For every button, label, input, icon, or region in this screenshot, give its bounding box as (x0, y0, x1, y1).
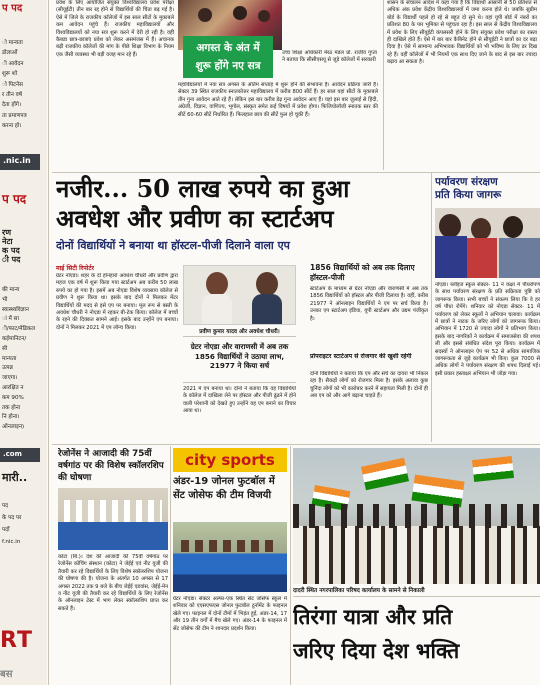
top-right-column: शासन के संचालन आदेश में कहा गया है कि विद्यार्थी आसानी से 50 प्रतिशत से अधिक अंक प्रवेश केंद्रीय विश्वविद्यालयों में जमा करना होते थे। जबकि सुप्रीम बोर्ड के विद्यार्थी पहले हो रहे से बहुत दो सुने थे। वहां यूपी बोर्ड में नंबरों का प्रतिशत 80 के पार भूमिका से पहुंचता रहा है। इस साल से केंद्रीय विश्वविद्यालय में प्रवेश के लिए सीयूईटी कंपलसरी होने के लिए संयुक्त प्रवेश परीक्षा का रास्ता ही दाखिले होते हैं। ऐसे में बार बार कैबिनेट होने से सीयूईटी ने छात्रों का दर बढ़ा दिया है। ऐसे में सामान्य अभिभावक विद्यार्थियों को भी भविष्य के लिए डर दिख रहे हैं। वहीं कॉलेजों में भी नियमों एक साथ दिए जाने के बाद से इस बार ज्यादा बढ़ाव आ सकता है। (387, 0, 537, 66)
football-team-photo (173, 522, 287, 592)
founders-photo (183, 265, 296, 325)
left-strip (0, 0, 47, 685)
left-strip-head: प पद (2, 3, 23, 14)
story-column-1: ग्रेटर नोएडा। शहर के दो होनहारों अवधेश चौधरी और प्रवीण द्वारा महज एक वर्ष में शुरू किया गया स्टार्टअप अब करीब 50 लाख रुपये का हो गया है। इसमें अब नोएडा विशेष व्यवसाय कॉलेज से प्रवीण ने शुरू किया था। इसके बाद दोनों ने मिलकर मेंटर विद्यार्थियों की मदद से इसे एप पर बनाया। मूल रूप से बस्ती के अवधेश चौधरी ने नोएडा में रहकर बी-टेक किया। कॉलेज में बच्चों के रहने की दिक्कत सामने आई। इसके बाद उन्होंने एप बनाया। दोनों ने मिलकर 2021 में एप लॉन्च किया। (56, 273, 178, 331)
left-strip-lines-3: पद के पद पर पदों f.nic.in (2, 503, 22, 545)
left-strip-lines-2: की मान्य भी स्वास्थ्यविज्ञान ां में सा ी/फाट/मेडिकल कईमानिटन/ सी मान्यता उत्पन्न जाएगा। आरक्षित न कम 90% तक होना नि होना। ऑनलाइन) (2, 287, 35, 431)
founders-caption: प्रवीण कुमार यादव और अवधेश चौधरी। (199, 329, 280, 335)
top-mid-text: महाविद्यालयों में नया सत्र अगस्त के अंतिम सप्ताह में शुरू होने की संभावना है। आवेदन प्रक्रिया जारी है। सेक्टर 39 स्थित राजकीय स्नातकोत्तर महाविद्यालय में करीब 800 सीटें हैं। हर साल यहां सीटों के मुकाबले तीन गुना आवेदन आते रहे हैं। लेकिन इस बार करीब डेढ़ गुना आवेदन आए हैं। यहां इस बार जुलाई से हिंदी, अंग्रेजी, विज्ञान, वाणिज्य, भूगोल, संस्कृत समेत कई विषयों में प्रवेश होगा। फिजियोलॉजी स्नातक स्तर की सीटें 60-60 सीटें निर्धारित हैं। फिलहाल छात्र की सीटें फुल हो चुकी हैं। (178, 82, 378, 118)
left-strip-mid-sub: रण नेटा क पद ी पद (2, 228, 21, 264)
bottom-headline: तिरंगा यात्रा और प्रति जरिए दिया देश भक्ति (293, 604, 460, 663)
top-left-column: प्रवेश के लिए आयोजित संयुक्त विश्वविद्यालय प्रवेश परीक्षा (सीयूईटी) तीन बार रद्द होने से विद्यार्थियों की चिंता बढ़ गई है। ऐसे में जिले के राजकीय कॉलेजों में इस साल सीटों के मुकाबले कम आवेदन पहुंचे हैं। राजकीय महाविद्यालयों और विश्वविद्यालयों को नया सत्र शुरू करने में देरी हो रही है। वहीं कैबडा छात्र-छात्राएं प्रवेश को लेकर असमंजस में हैं। अचानक बढ़ी राजकीय कॉलेजों की मांग के पीछे शिक्षा विभाग के नियम एक जैसी व्यवस्था भी बड़ी वजह मान रहे हैं। (56, 0, 174, 58)
right-column-headline: पर्यावरण संरक्षण प्रति किया जागरू (435, 176, 502, 201)
left-web-badge-1: .nic.in (0, 154, 40, 170)
sports-text: ग्रेटर नोएडा। सेक्टर अल्फा-एक स्थित सेंट जोसेफ स्कूल में शनिवार को एएसएफएस जोनल फुटबॉल टूर्नामेंट के फाइनल खेले गए। फाइनल में दोनों टीमों में भिड़ंत हुई, अंडर-14, 17 और 19 तीन वर्गों में मैच खेले गए। अंडर-14 के फाइनल में सेंट जोसेफ की टीम ने शानदार प्रदर्शन किया। (173, 596, 287, 632)
resonance-text: कोटा (बि.)। देश की आजादी की 75वीं वर्षगांठ पर रेजोनेंस कोचिंग संस्थान (कोटा) ने जेईई एवं नीट यूजी की तैयारी कर रहे विद्यार्थियों के लिए विशेष स्कॉलरशिप योजना की घोषणा की है। योजना के अंतर्गत 10 अगस्त से 17 अगस्त 2022 तक 9 बजे के बीच जेईई एडवांस, जेईई-मेन व नीट यूजी की तैयारी कर रहे विद्यार्थियों के लिए रेजोनेंस के ऑनलाइन टेस्ट में भाग लेकर स्कॉलरशिप प्राप्त कर सकते हैं। (58, 554, 168, 612)
left-footer-gray: बस (0, 669, 13, 680)
left-strip-rule (48, 0, 49, 685)
subhead-1: 1856 विद्यार्थियों को अब तक दिलाए हॉस्टल-पीजी (310, 263, 415, 282)
story-column-3b: दोनों विद्यार्थियों ने बताया कि एप और सर्च का दायरा भी निकल रहा है। सैकड़ों लोगों को रोजगार मिला है। इसके अलावा कुछ चुनिंदा लोगों को भी कारोबार करने में सहायता मिली है। दोनों ही अब एप को और आगे बढ़ाना चाहते हैं। (310, 371, 428, 400)
tiranga-caption: दादरी स्थित नगरपालिका परिषद कार्यालय के सामने से निकाली (293, 588, 425, 594)
tiranga-yatra-photo (293, 448, 540, 584)
top-mid-caption: उच्च शिक्षा अधिकारी मेरठ मंडल प्रो. राजीव गुप्ता ने बताया कि सीसीएसयू से जुड़े कॉलेजों में सरकारी (282, 50, 377, 64)
left-strip-mid-head: प पद (2, 192, 27, 206)
green-banner: अगस्त के अंत में शुरू होंगे नए सत्र (183, 36, 273, 78)
right-column-text: नोएडा। ब्लॉइज स्कूल सेक्टर- 11 ने कक्षा में पौधरोपण के साथ पर्यावरण संरक्षण के प्रति सक्रियता पुष्टि को जागरूक किया। सभी बच्चों ने संकल्प लिया कि वे हर वर्ष पौधा रोपेंगे। शनिवार को नोएडा सेक्टर- 11 में पर्यावरण को लेकर स्कूलों ने अभियान चलाया। कार्यक्रम में छात्रों ने नाटक के जरिए लोगों को जागरूक किया। अभियान में 1720 से ज्यादा लोगों ने प्रतिभाग किया। इसके बाद नागरिकों ने कार्यक्रम में समाजसेवा की शपथ ली और इससे संबंधित संदेश पूरा किया। कार्यक्रम में सदस्यों ने ऑनलाइन ऐप पर 52 से अधिक सामाजिक जागरूकता से जुड़े कार्यक्रम भी किए। कुल 7000 से अधिक लोगों ने पर्यावरण संरक्षण की शपथ दिलाई गई। इसी प्रकार हस्ताक्षर अभियान भी जोड़ा गया। (435, 282, 540, 377)
main-headline: नजीर... 50 लाख रुपये का हुआ अवधेश और प्रवीण का स्टार्टअप (56, 174, 350, 233)
left-strip-lines-1: ो मान्यता डोलाओं ी आवेदन शुरू शो ो पिटनेस र तीन वर्ष देता होंगे। ता प्रमाणपत्र करना हो। (2, 40, 27, 130)
pullquote: ग्रेटर नोएडा और वाराणसी में अब तक 1856 विद्यार्थियों ने उठाया लाभ, 21977 ने किया सर्च (190, 342, 289, 370)
resonance-title: रेजोनेंस ने आजादी की 75वीं वर्षगांठ पर की विशेष स्कॉलरशिप की घोषणा (58, 449, 164, 483)
city-sports-logo: city sports (173, 448, 287, 472)
byline: माई सिटी रिपोर्टर (56, 265, 95, 272)
left-strip-low-head: मारी.. (2, 471, 28, 484)
story-column-2: 2021 में एप बनाया था। दोनों ने बताया कि वह विद्यार्थियों के कॉलेज में दाखिला लेने पर हॉस्टल और पीजी ढूंढने में होने वाली परेशानी को देखते हुए उन्होंने यह एप बनाने का विचार आया था। (183, 386, 296, 415)
left-footer-red: RT (0, 628, 33, 653)
resonance-photo (58, 488, 168, 550)
environment-photo (435, 208, 540, 278)
sports-title: अंडर-19 जोनल फुटबॉल में सेंट जोसेफ की टीम विजयी (173, 476, 275, 501)
story-column-3a: स्टार्टअप के माध्यम से ग्रेटर नोएडा और वाराणसी में अब तक 1856 विद्यार्थियों को हॉस्टल और पीजी दिलाया है। वहीं, करीब 21977 ने ऑनलाइन विद्यार्थियों ने एप पर सर्च किया है। उनका एप स्टार्टअप इंडिया, यूपी स्टार्टअप और उद्यम पंजीकृत है। (310, 286, 428, 322)
left-web-badge-2: .com (0, 448, 40, 462)
subhead-2: प्रोपराइटर स्टार्टअप से रोजगार की खुशी रहेगी (310, 353, 412, 360)
headline-deck: दोनों विद्यार्थियों ने बनाया था हॉस्टल-पीजी दिलाने वाला एप (56, 239, 290, 252)
